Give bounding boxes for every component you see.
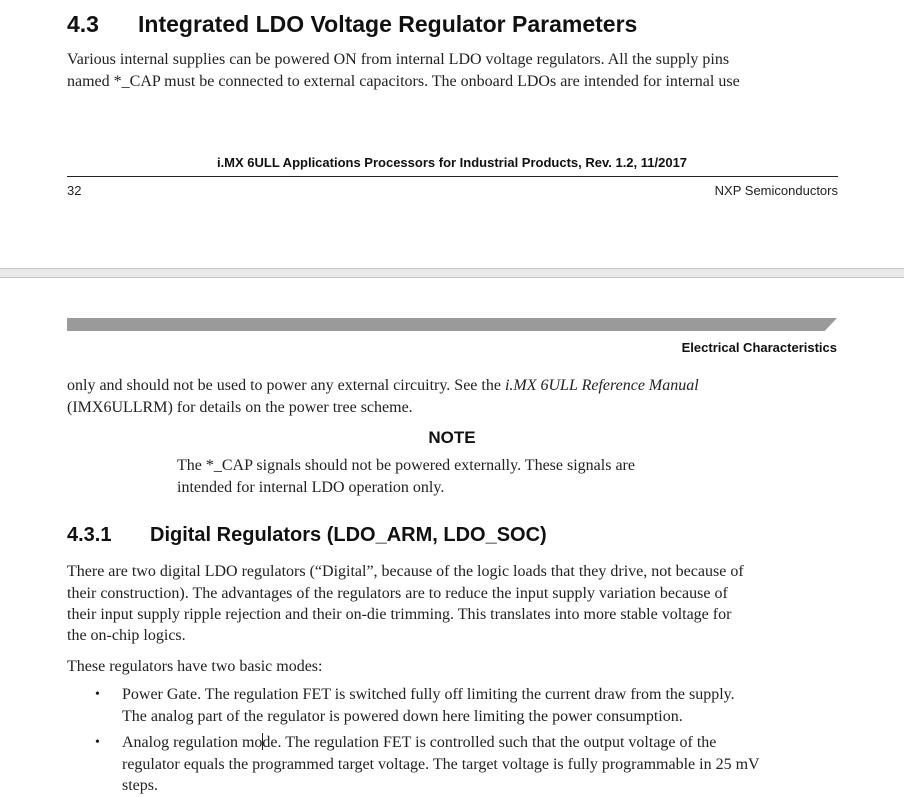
- bullet-line: Power Gate. The regulation FET is switched fully off limiting the current draw from the supply.: [122, 686, 735, 703]
- paragraph-line: named *_CAP must be connected to external capacitors. The onboard LDOs are intended for internal use: [67, 73, 740, 90]
- running-header: Electrical Characteristics: [681, 340, 837, 355]
- modes-intro: These regulators have two basic modes:: [67, 658, 323, 675]
- note-line: The *_CAP signals should not be powered externally. These signals are: [177, 457, 635, 474]
- paragraph-line: the on-chip logics.: [67, 627, 186, 644]
- subsection-number: 4.3.1: [67, 524, 112, 546]
- footer-company: NXP Semiconductors: [714, 183, 838, 198]
- paragraph-line: their input supply ripple rejection and their on-die trimming. This translates into more stable voltage for: [67, 606, 732, 623]
- note-heading: NOTE: [428, 428, 476, 447]
- manual-reference: i.MX 6ULL Reference Manual: [504, 377, 699, 394]
- running-header-bar: [67, 318, 837, 331]
- bullet-line: steps.: [122, 777, 158, 794]
- bullet-text: Analog regulation mo: [122, 734, 263, 751]
- paragraph-line: their construction). The advantages of the regulators are to reduce the input supply variation because of: [67, 585, 728, 602]
- bullet-text: de. The regulation FET is controlled such that the output voltage of the: [262, 734, 717, 751]
- footer-title: i.MX 6ULL Applications Processors for Industrial Products, Rev. 1.2, 11/2017: [216, 155, 688, 170]
- bullet-line: [122, 732, 716, 754]
- bullet-marker: •: [95, 735, 100, 750]
- note-line: intended for internal LDO operation only.: [177, 479, 445, 496]
- paragraph-text: only and should not be used to power any external circuitry. See the: [67, 377, 505, 394]
- bullet-marker: •: [95, 687, 100, 702]
- footer-page-number: 32: [67, 183, 82, 198]
- bullet-line: The analog part of the regulator is powered down here limiting the power consumption.: [122, 708, 683, 725]
- subsection-title: Digital Regulators (LDO_ARM, LDO_SOC): [150, 524, 547, 546]
- bullet-line: regulator equals the programmed target voltage. The target voltage is fully programmable in 25 mV: [122, 756, 760, 773]
- paragraph-line: [67, 375, 699, 397]
- paragraph-line: (IMX6ULLRM) for details on the power tree scheme.: [67, 399, 413, 416]
- page-separator: [0, 268, 904, 278]
- section-title: Integrated LDO Voltage Regulator Parameters: [138, 11, 638, 37]
- section-number: 4.3: [67, 11, 99, 37]
- paragraph-line: Various internal supplies can be powered ON from internal LDO voltage regulators. All the supply pins: [67, 51, 730, 68]
- footer-rule: [67, 176, 838, 177]
- paragraph-line: There are two digital LDO regulators (“Digital”, because of the logic loads that they drive, not because of: [67, 563, 744, 580]
